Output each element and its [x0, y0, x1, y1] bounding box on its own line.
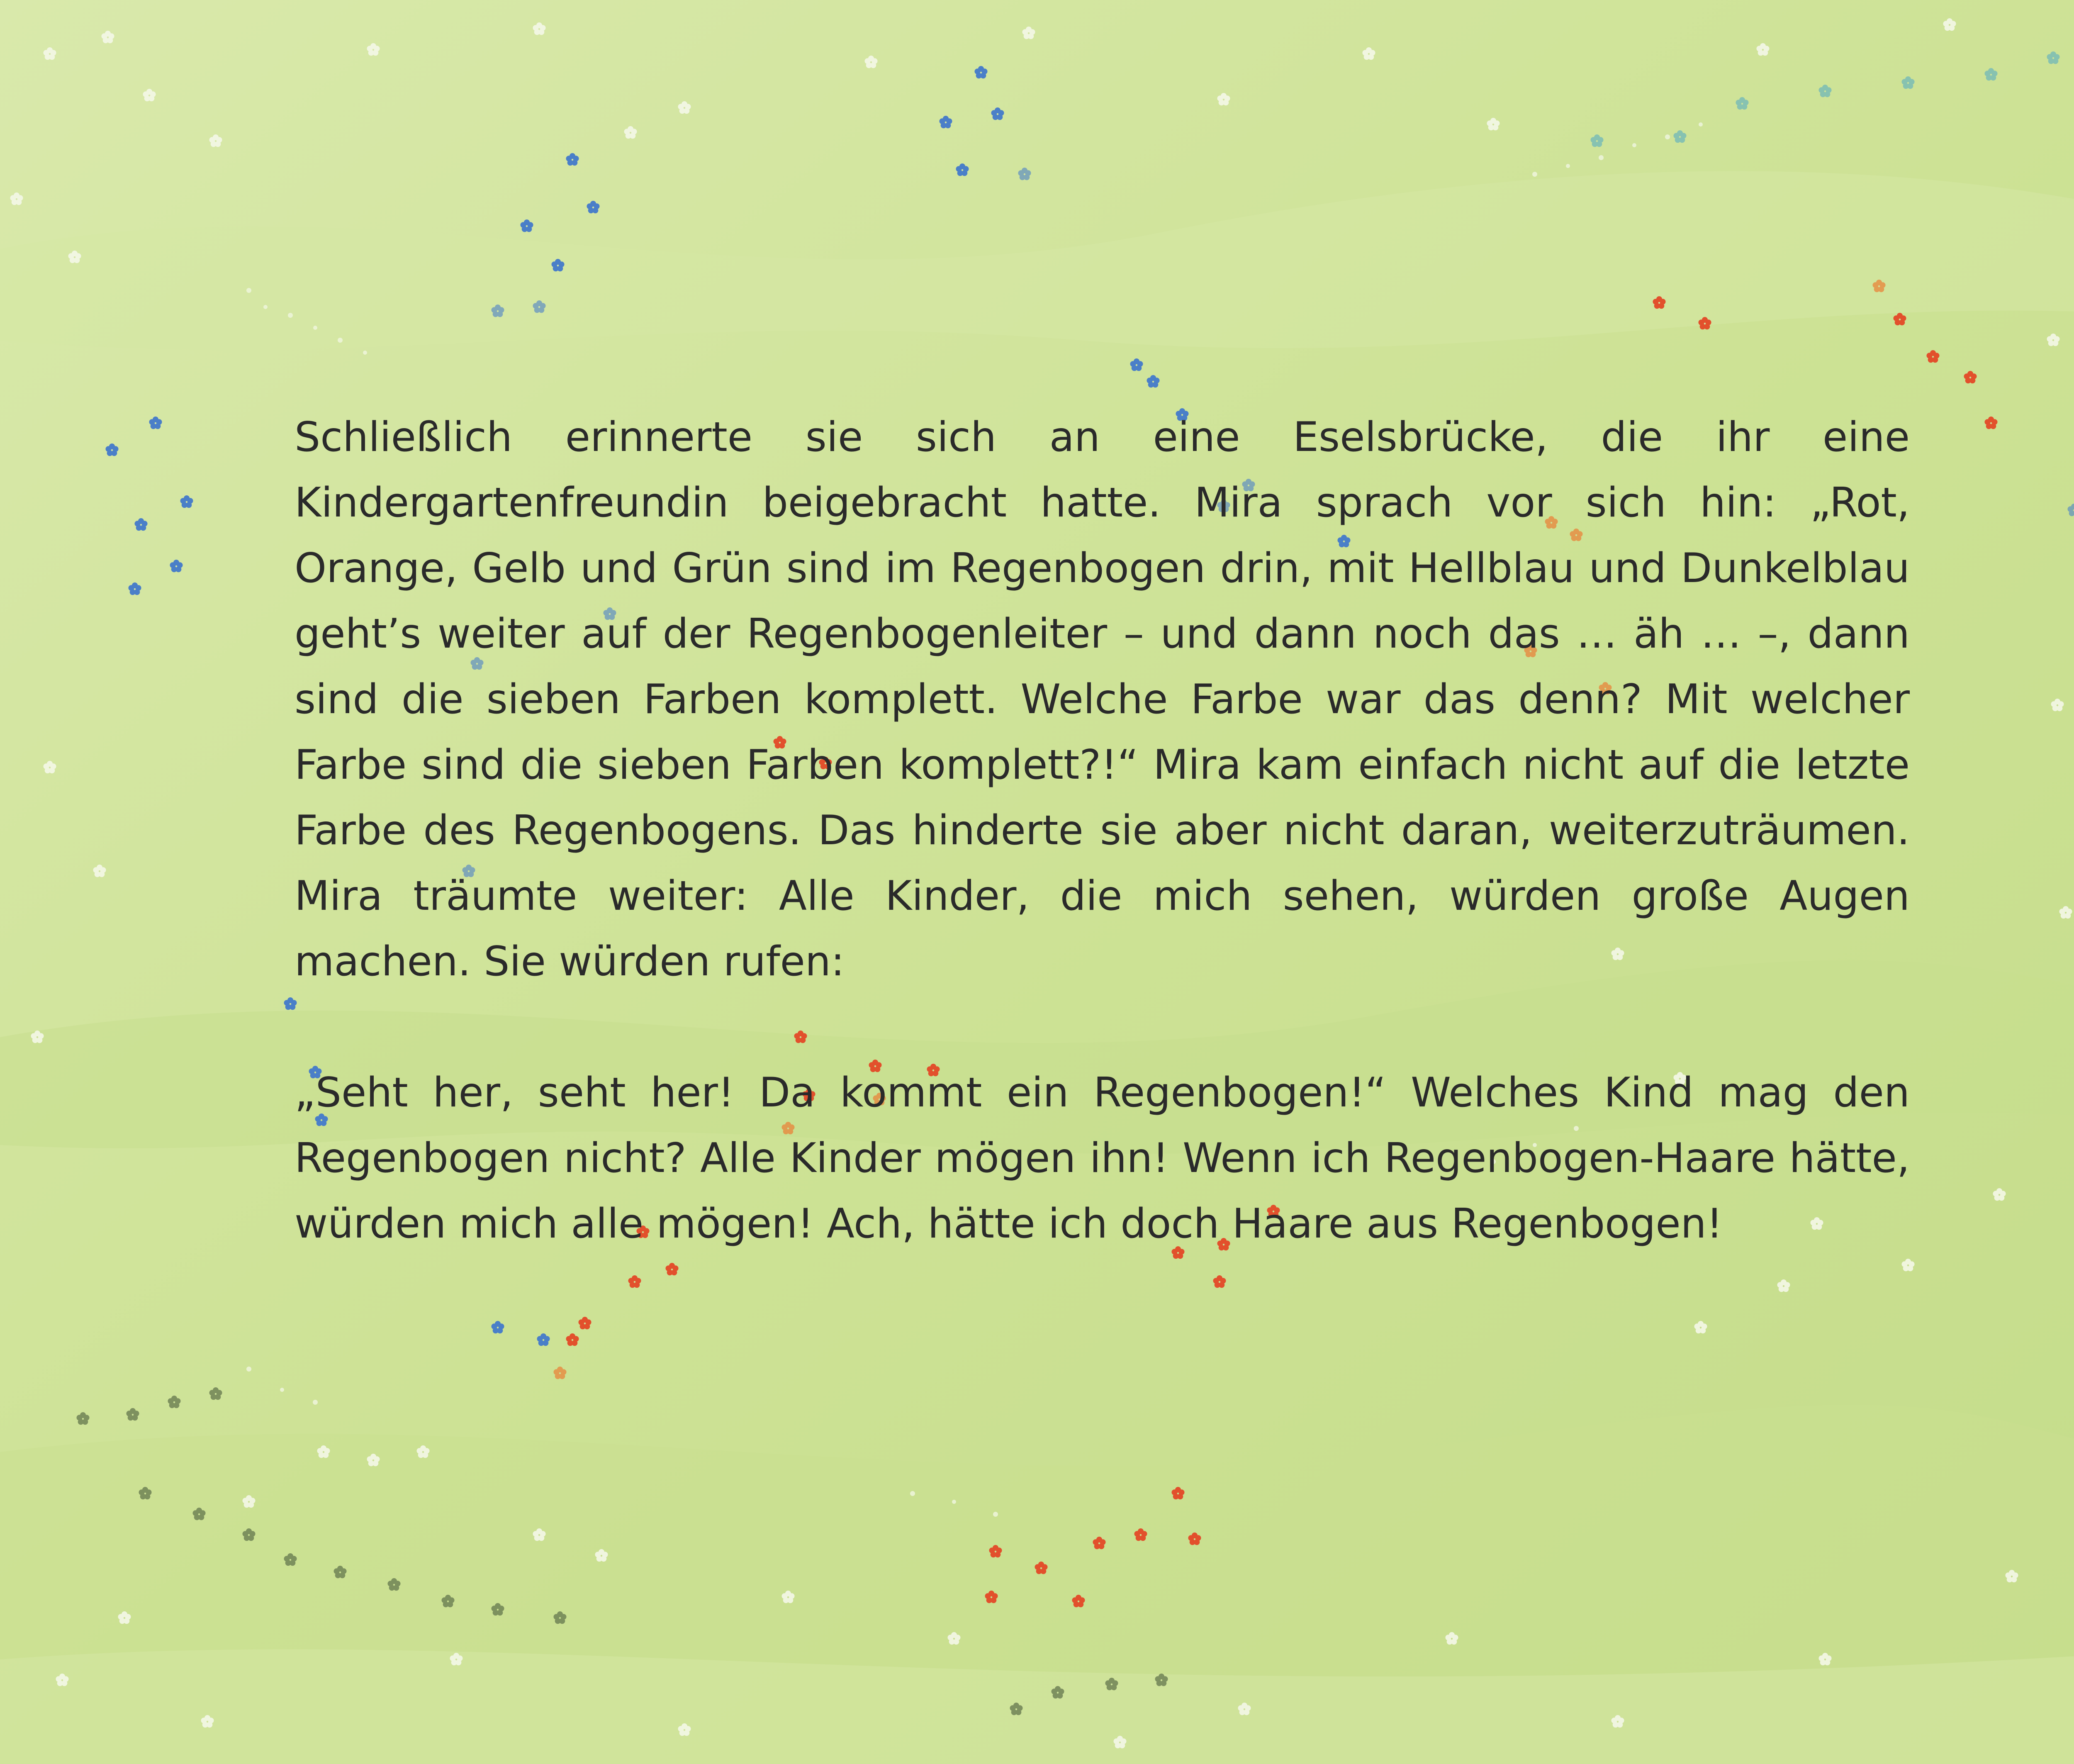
story-paragraph-2: „Seht her, seht her! Da kommt ein Regenbogen!“ Welches Kind mag den Regenbogen nicht? Alle Kinder mögen ihn! Wenn ich Regenbogen-Haare hätte, würden mich alle mögen! Ach, hätte ich doch Haare aus Regenbogen!	[295, 1069, 1910, 1247]
story-paragraph-1: Schließlich erinnerte sie sich an eine Eselsbrücke, die ihr eine Kindergartenfreundin beigebracht hatte. Mira sprach vor sich hin: „Rot, Orange, Gelb und Grün sind im Regenbogen drin, mit Hellblau und Dunkelblau geht’s weiter auf der Regenbogenleiter – und dann noch das … äh … –, dann sind die sieben Farben komplett. Welche Farbe war das denn? Mit welcher Farbe sind die sieben Farben komplett?!“ Mira kam einfach nicht auf die letzte Farbe des Regenbogens. Das hinderte sie aber nicht daran, weiterzuträumen. Mira träumte weiter: Alle Kinder, die mich sehen, würden große Augen machen. Sie würden rufen:	[295, 414, 1910, 985]
story-text	[295, 404, 1910, 1257]
